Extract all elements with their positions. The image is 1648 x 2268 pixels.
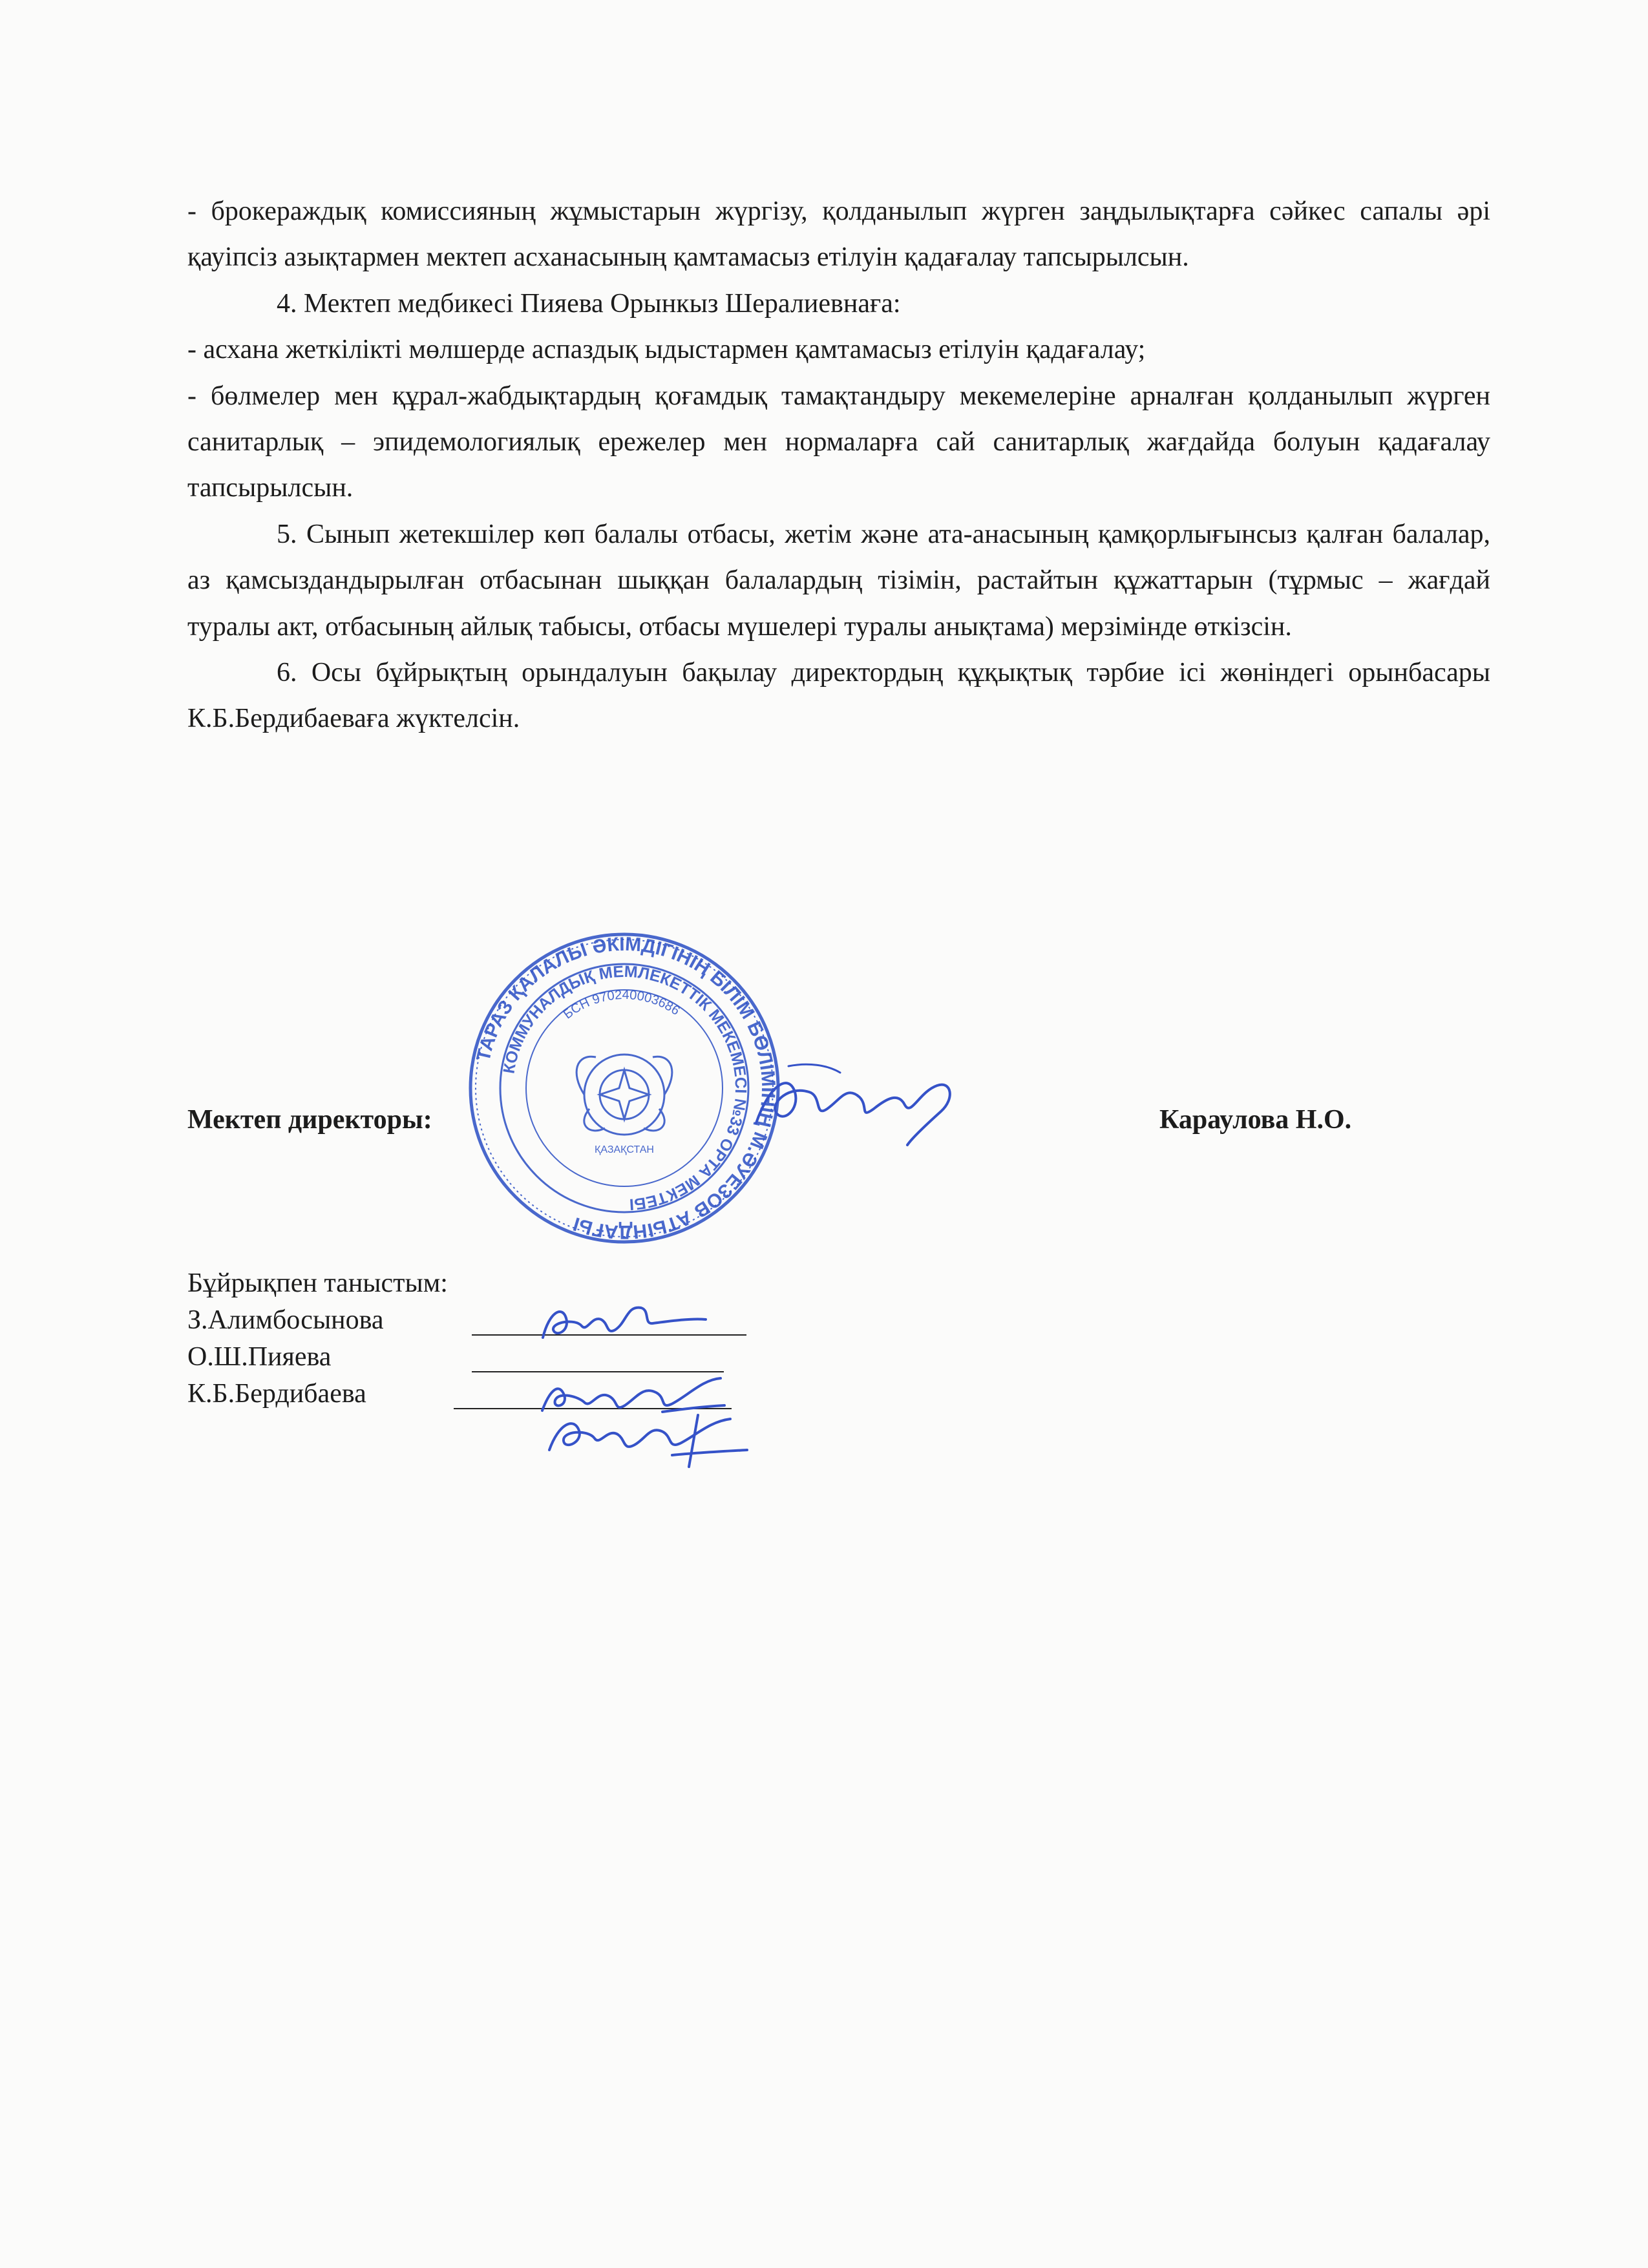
director-title: Мектеп директоры: <box>187 1105 432 1135</box>
director-signature <box>750 1047 963 1150</box>
acquaintance-heading: Бұйрықпен таныстым: <box>187 1268 448 1298</box>
school-stamp <box>467 930 782 1246</box>
stamp-inner-text: КОММУНАЛДЫҚ МЕМЛЕКЕТТІК МЕКЕМЕСІ №33 ОРТА МЕКТЕБІ <box>500 962 750 1213</box>
order-body <box>187 189 1490 742</box>
signature-berdibaeva <box>536 1402 750 1473</box>
acquaintance-block <box>187 1265 448 1412</box>
paragraph-kitchenware: - асхана жеткілікті мөлшерде аспаздық ыдыстармен қамтамасыз етілуін қадағалау; <box>187 335 1146 365</box>
acquaintance-name: О.Ш.Пияева <box>187 1342 332 1372</box>
stamp-bin-text: БСН 970240003686 <box>560 987 682 1022</box>
paragraph-item-6: 6. Осы бұйрықтың орындалуын бақылау директордың құқықтық тәрбие ісі жөніндегі орынбасары К.Б.Бердибаеваға жүктелсін. <box>187 658 1490 734</box>
acquaintance-name: З.Алимбосынова <box>187 1305 384 1335</box>
emblem-label: ҚАЗАҚСТАН <box>595 1144 654 1155</box>
paragraph-sanitary: - бөлмелер мен құрал-жабдықтардың қоғамдық тамақтандыру мекемелеріне арналған қолданылып жүрген санитарлық – эпидемологиялық ережелер мен нормаларға сай санитарлық жағдайда болуын қадағалау тапсырылсын. <box>187 381 1490 503</box>
svg-text:БСН 970240003686 <box>561 988 682 1022</box>
acquaintance-name: К.Б.Бердибаева <box>187 1379 366 1409</box>
paragraph-item-4: 4. Мектеп медбикесі Пияева Орынкыз Шералиевнаға: <box>277 288 901 319</box>
director-name: Караулова Н.О. <box>1159 1105 1352 1135</box>
signature-alimbosynova <box>530 1292 711 1350</box>
acquaintance-row <box>187 1302 448 1339</box>
acquaintance-row <box>187 1376 448 1412</box>
stamp-outer-text: ТАРАЗ ҚАЛАЛЫ ӘКІМДІГІНІҢ БІЛІМ БӨЛІМІНІҢ М.ӘУЕЗОВ АТЫНДАҒЫ <box>472 933 779 1243</box>
paragraph-brokerage: - брокераждық комиссияның жұмыстарын жүргізу, қолданылып жүрген заңдылықтарға сәйкес сапалы әрі қауіпсіз азықтармен мектеп асханасының қамтамасыз етілуін қадағалау тапсырылсын. <box>187 196 1490 273</box>
acquaintance-row <box>187 1339 448 1376</box>
paragraph-item-5: 5. Сынып жетекшілер көп балалы отбасы, жетім және ата-анасының қамқорлығынсыз қалған балалар, аз қамсыздандырылған отбасынан шыққан балалардың тізімін, растайтын құжаттарын (тұрмыс – жағдай туралы акт, отбасының айлық табысы, отбасы мүшелері туралы анықтама) мерзімінде өткізсін. <box>187 519 1490 642</box>
